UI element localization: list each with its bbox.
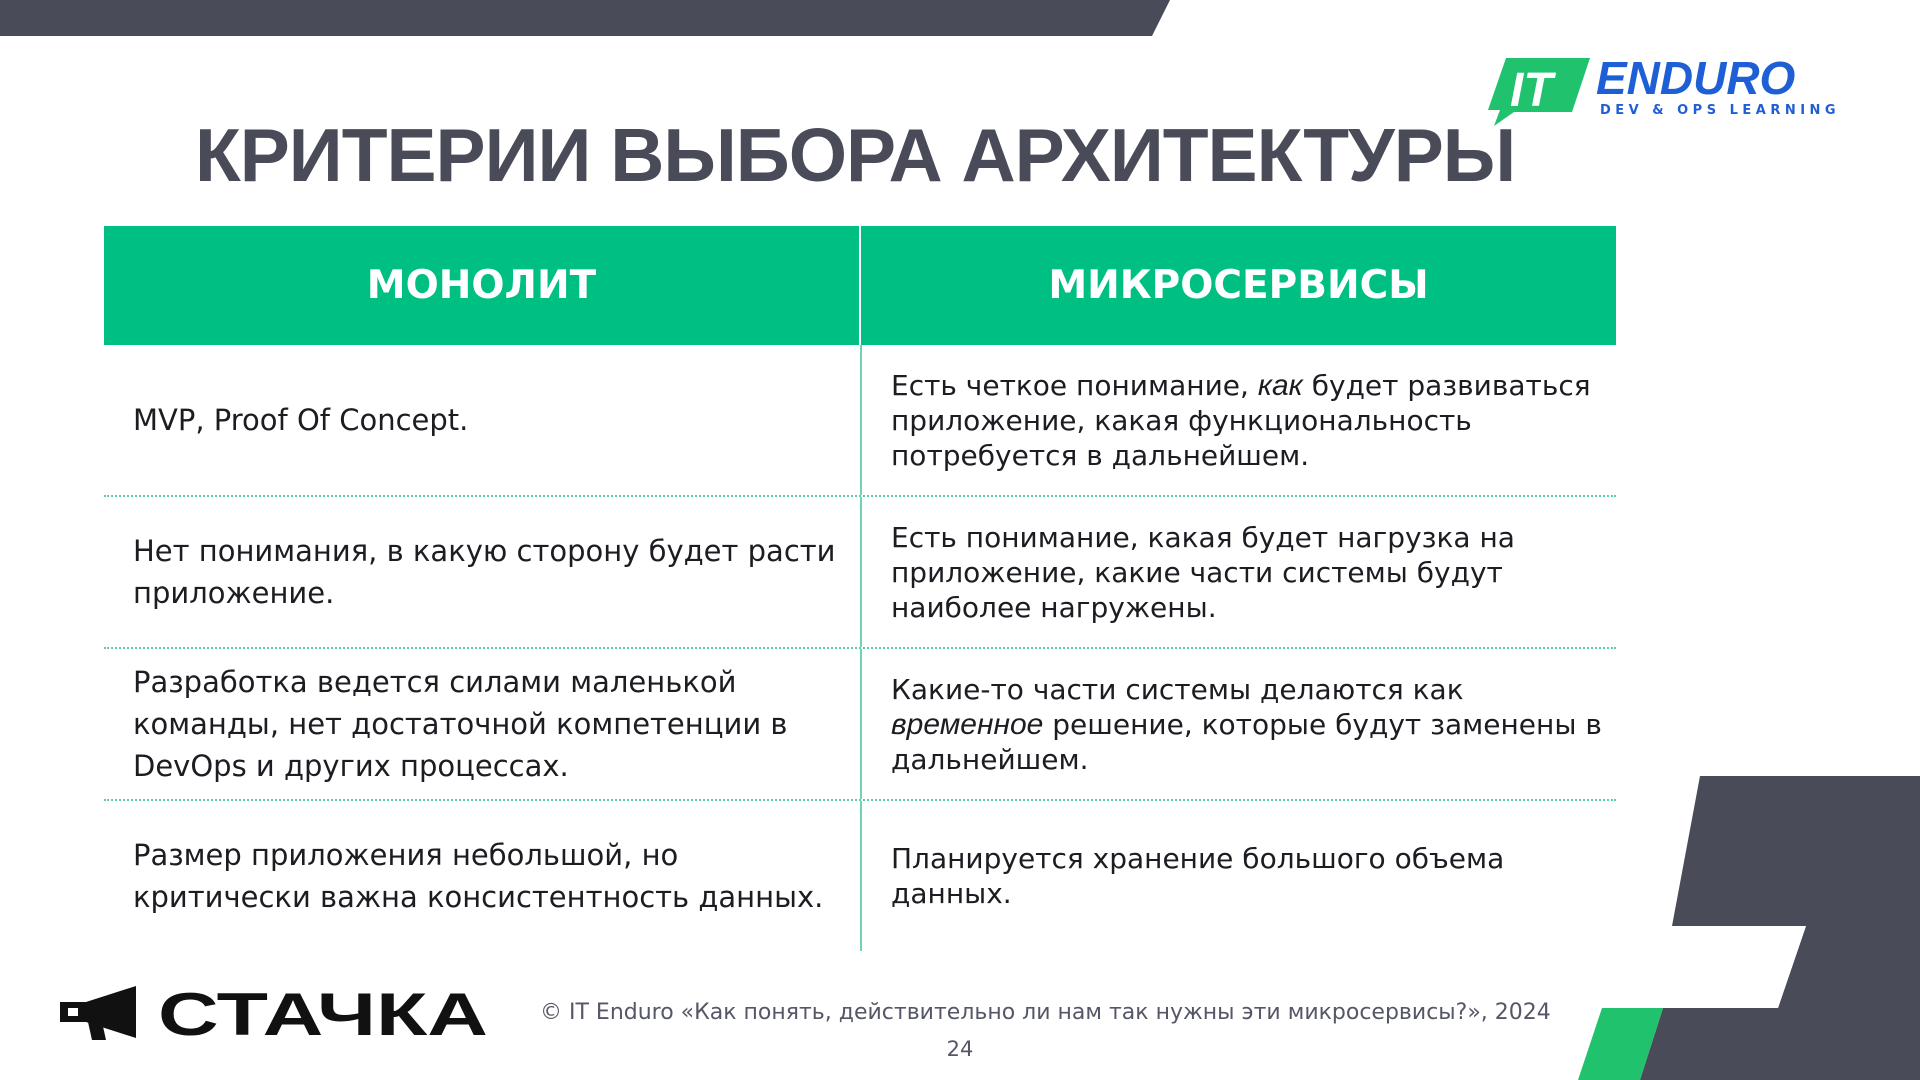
table-row [104, 497, 1616, 649]
monolith-text: Размер приложения небольшой, но критически важна консистентность данных. [133, 838, 824, 914]
logo-tagline-text: DEV & OPS LEARNING [1600, 103, 1841, 118]
microservices-cell [860, 497, 1616, 647]
monolith-cell [104, 801, 860, 951]
header-microservices: МИКРОСЕРВИСЫ [859, 226, 1616, 345]
megaphone-icon [60, 986, 136, 1040]
top-band-decoration [0, 0, 1920, 36]
stachka-logo [58, 984, 498, 1040]
microservices-cell [860, 345, 1616, 495]
table-row [104, 801, 1616, 951]
monolith-text: Нет понимания, в какую сторону будет расти приложение. [133, 534, 836, 610]
microservices-cell [860, 801, 1616, 951]
comparison-table [104, 226, 1616, 951]
emphasis-text: как [1257, 368, 1303, 402]
table-row [104, 649, 1616, 801]
microservices-text: Планируется хранение большого объема данных. [891, 842, 1505, 910]
it-enduro-logo [1484, 52, 1880, 130]
monolith-cell [104, 497, 860, 647]
checkered-flag-decoration [1530, 776, 1920, 1080]
page-title: КРИТЕРИИ ВЫБОРА АРХИТЕКТУРЫ [195, 113, 1516, 197]
microservices-cell [860, 649, 1616, 799]
monolith-text: Разработка ведется силами маленькой команды, нет достаточной компетенции в DevOps и других процессах. [133, 665, 788, 783]
microservices-text: Есть понимание, какая будет нагрузка на приложение, какие части системы будут наиболее нагружены. [891, 520, 1515, 624]
emphasis-text: временное [891, 707, 1044, 741]
monolith-cell [104, 345, 860, 495]
monolith-cell [104, 649, 860, 799]
table-row [104, 345, 1616, 497]
monolith-text: MVP, Proof Of Concept. [133, 403, 469, 437]
footer-copyright: © IT Enduro «Как понять, действительно ли нам так нужны эти микросервисы?», 2024 [540, 1000, 1551, 1025]
logo-it-text: IT [1510, 64, 1553, 117]
header-monolith: МОНОЛИТ [366, 263, 597, 308]
page-number: 24 [946, 1037, 974, 1061]
microservices-text: Какие-то части системы делаются как временное решение, которые будут заменены в дальнейшем. [891, 672, 1602, 776]
microservices-text: Есть четкое понимание, как будет развиваться приложение, какая функциональность потребуется в дальнейшем. [891, 368, 1591, 472]
stachka-text: СТАЧКА [158, 984, 488, 1040]
table-header [104, 226, 1616, 345]
logo-enduro-text: ENDURO [1596, 52, 1796, 104]
